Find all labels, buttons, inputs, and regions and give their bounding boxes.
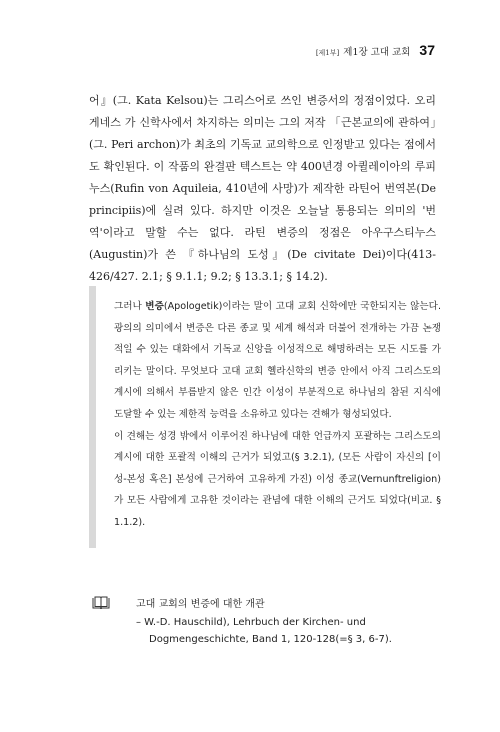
literature-entry-line: – W.-D. Hauschild), Lehrbuch der Kirchen- und — [136, 617, 366, 628]
definition-box-content — [114, 296, 441, 534]
definition-paragraph-2: 이 견해는 성경 밖에서 이루어진 하나님에 대한 언급까지 포괄하는 그리스도의 계시에 대한 포괄적 이해의 근거가 되었고(§ 3.2.1), (모든 사람이 자신의 [이성-본성 혹은] 본성에 근거하여 고유하게 가진) 이성 종교(Vernunftreligion)가 모든 사람에게 고유한 것이라는 관념에 대한 이해의 근거도 되었다(비교. § 1.1.2). — [114, 430, 441, 528]
running-header — [300, 42, 435, 58]
literature-entry — [136, 614, 436, 648]
part-label: [제1부] — [315, 49, 340, 57]
definition-term: 변증 — [145, 301, 164, 312]
body-line: Dei)이다(413-426/427. 2.1; § 9.1.1; 9.2; § 13.3.1; § 14.2). — [89, 248, 436, 283]
definition-text: 그러나 — [114, 301, 146, 312]
body-line: 가 신학사에서 차지하는 의미는 그의 저작 「근본교의에 관하여」(그. Peri — [89, 116, 437, 151]
definition-text: (Apologetik)이라는 말이 고대 교회 신학에만 국한되지는 않는다. 광의의 의미에서 변증은 다른 종교 및 세계 해석과 더불어 전개하는 가끔 논쟁적일 수 있는 대화에서 기독교 신앙을 이성적으로 해명하려는 모든 시도를 가리키는 말이다. 무엇보다 고대 교회 헬라신학의 변증 안에서 아직 그리스도의 계시에 의해서 부름받지 않은 인간 이성이 부분적으로 하나님의 참된 지식에 도달할 수 있는 제한적 능력을 소유하고 있다는 견해가 형성되었다. — [114, 301, 441, 420]
body-line: 어』(그. Kata Kelsou)는 그리스어로 쓰인 변증서의 정점이었다. 오리게네스 — [89, 94, 436, 129]
body-line: Aquileia, 410년에 사망)가 제작한 라틴어 번역본(De principiis)에 실려 있다. — [89, 182, 437, 217]
body-paragraph — [89, 90, 436, 288]
definition-box — [89, 286, 445, 548]
literature-title: 고대 교회의 변증에 대한 개관 — [136, 599, 265, 610]
body-line: 이 작품의 완결판 텍스트는 약 400년경 아퀼레이아의 루피누스(Rufin von — [89, 160, 437, 195]
body-line: 하지만 이것은 오늘날 통용되는 의미의 '번역'이라고 말할 수는 없다. 라틴 — [89, 204, 436, 239]
book-icon — [92, 596, 110, 610]
literature-entry-line: Dogmengeschichte, Band 1, 120-128(=§ 3, 6-7). — [149, 634, 392, 645]
body-text — [89, 90, 436, 288]
page-number: 37 — [419, 42, 435, 58]
definition-paragraph-1 — [114, 296, 441, 426]
chapter-title: 제1장 고대 교회 — [343, 47, 411, 58]
body-line: archon)가 최초의 기독교 교의학으로 인정받고 있다는 점에서도 확인된다. — [89, 138, 437, 173]
body-line: 변증의 정점은 아우구스티누스(Augustin)가 쓴 『하나님의 도성』(De civitate — [89, 226, 436, 261]
